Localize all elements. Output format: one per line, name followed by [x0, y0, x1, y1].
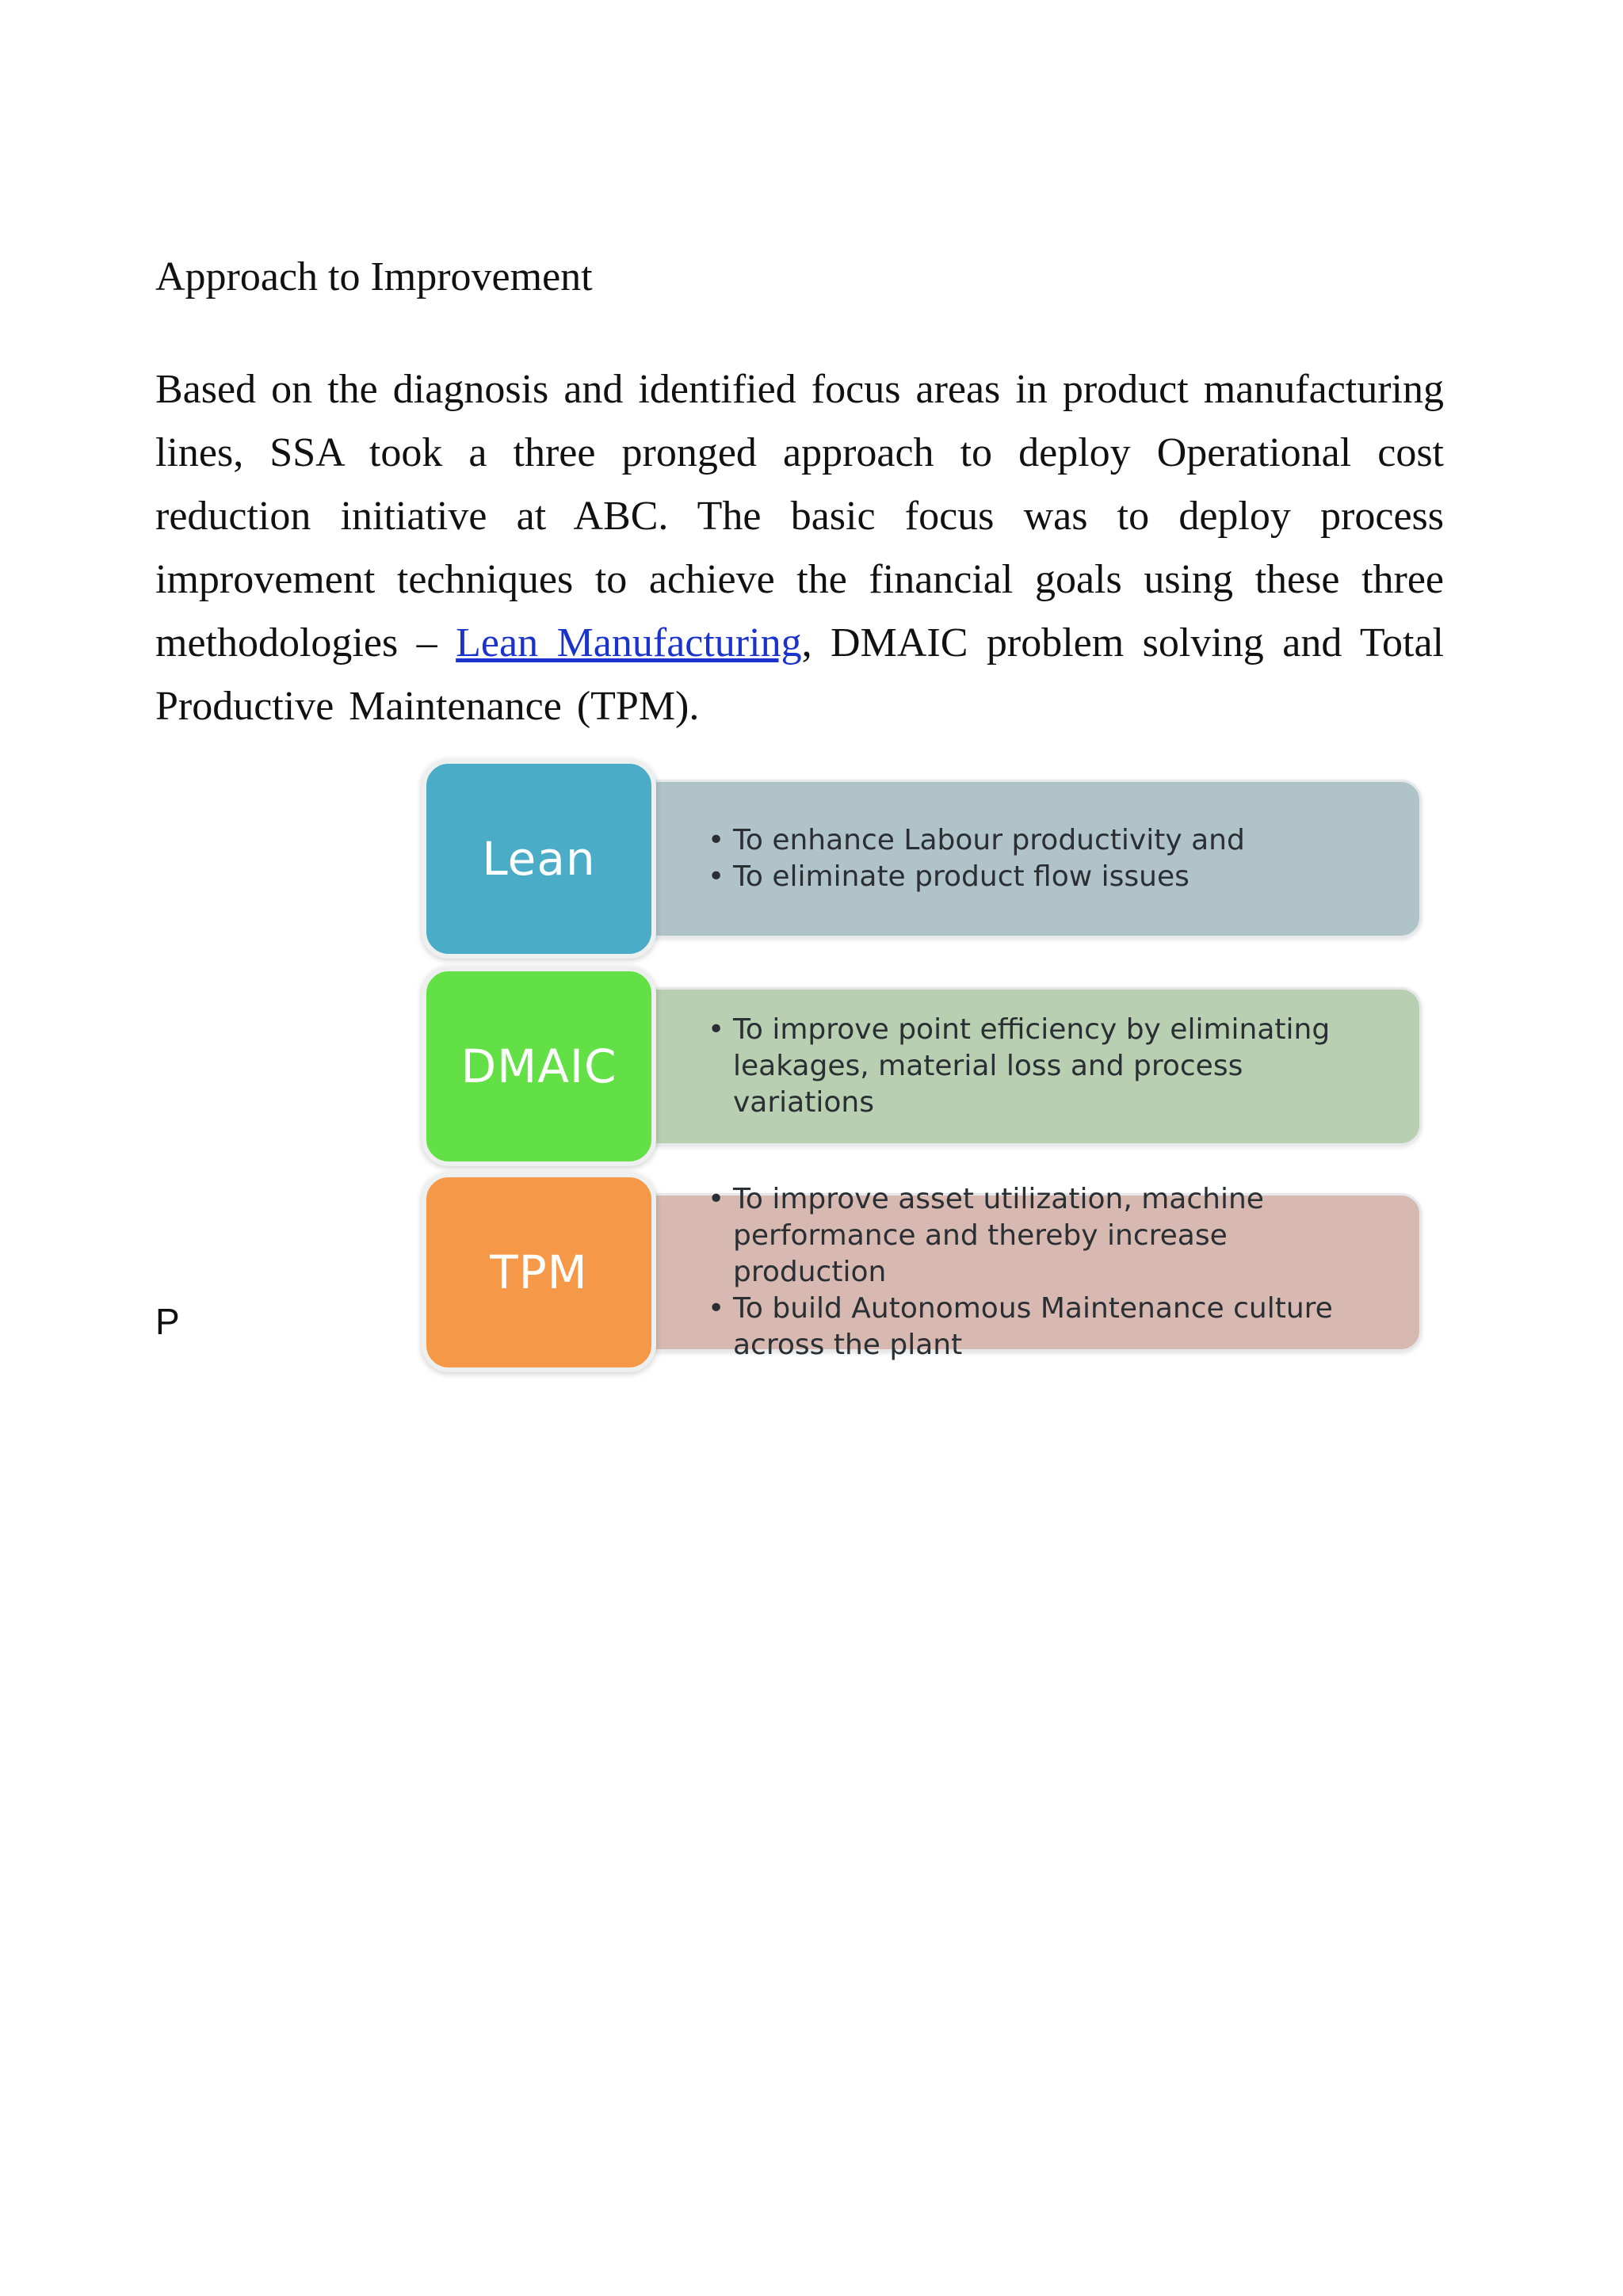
- tpm-description-box: [620, 1183, 1422, 1361]
- dmaic-tile: DMAIC: [422, 967, 656, 1166]
- stray-letter: P: [155, 1301, 180, 1342]
- lean-bullet-1: • To enhance Labour productivity and: [709, 822, 1388, 859]
- tpm-bullet-1: • To improve asset utilization, machine performance and thereby increase production: [709, 1181, 1388, 1291]
- body-paragraph: [155, 358, 1444, 738]
- lean-bullet-2: • To eliminate product flow issues: [709, 859, 1388, 895]
- methodology-diagram: [422, 759, 1444, 1385]
- tpm-tile: TPM: [422, 1173, 656, 1372]
- lean-manufacturing-link[interactable]: Lean Manufacturing: [456, 620, 802, 666]
- tpm-bullet-list: [709, 1181, 1388, 1363]
- diagram-row-tpm: [422, 1173, 1444, 1372]
- lean-bullet-list: [709, 822, 1388, 895]
- tpm-bullet-2: • To build Autonomous Maintenance culture across the plant: [709, 1291, 1388, 1363]
- diagram-row-dmaic: [422, 967, 1444, 1166]
- paragraph-text-after-link: , DMAIC problem solving and Total Productive Maintenance (TPM).: [155, 620, 1445, 729]
- dmaic-bullet-list: [709, 1012, 1388, 1121]
- dmaic-bullet-1: • To improve point efficiency by eliminating leakages, material loss and process variations: [709, 1012, 1388, 1121]
- lean-tile: Lean: [422, 759, 656, 959]
- lean-description-box: [620, 780, 1422, 938]
- paragraph-text-before-link: Based on the diagnosis and identified focus areas in product manufacturing lines, SSA took a three pronged approach to deploy Operational cost reduction initiative at ABC. The basic focus was to deploy process improvement techniques to achieve the financial goals using these three methodologies –: [155, 367, 1444, 666]
- section-heading: Approach to Improvement: [155, 254, 593, 299]
- dmaic-description-box: [620, 987, 1422, 1146]
- diagram-row-lean: [422, 759, 1444, 959]
